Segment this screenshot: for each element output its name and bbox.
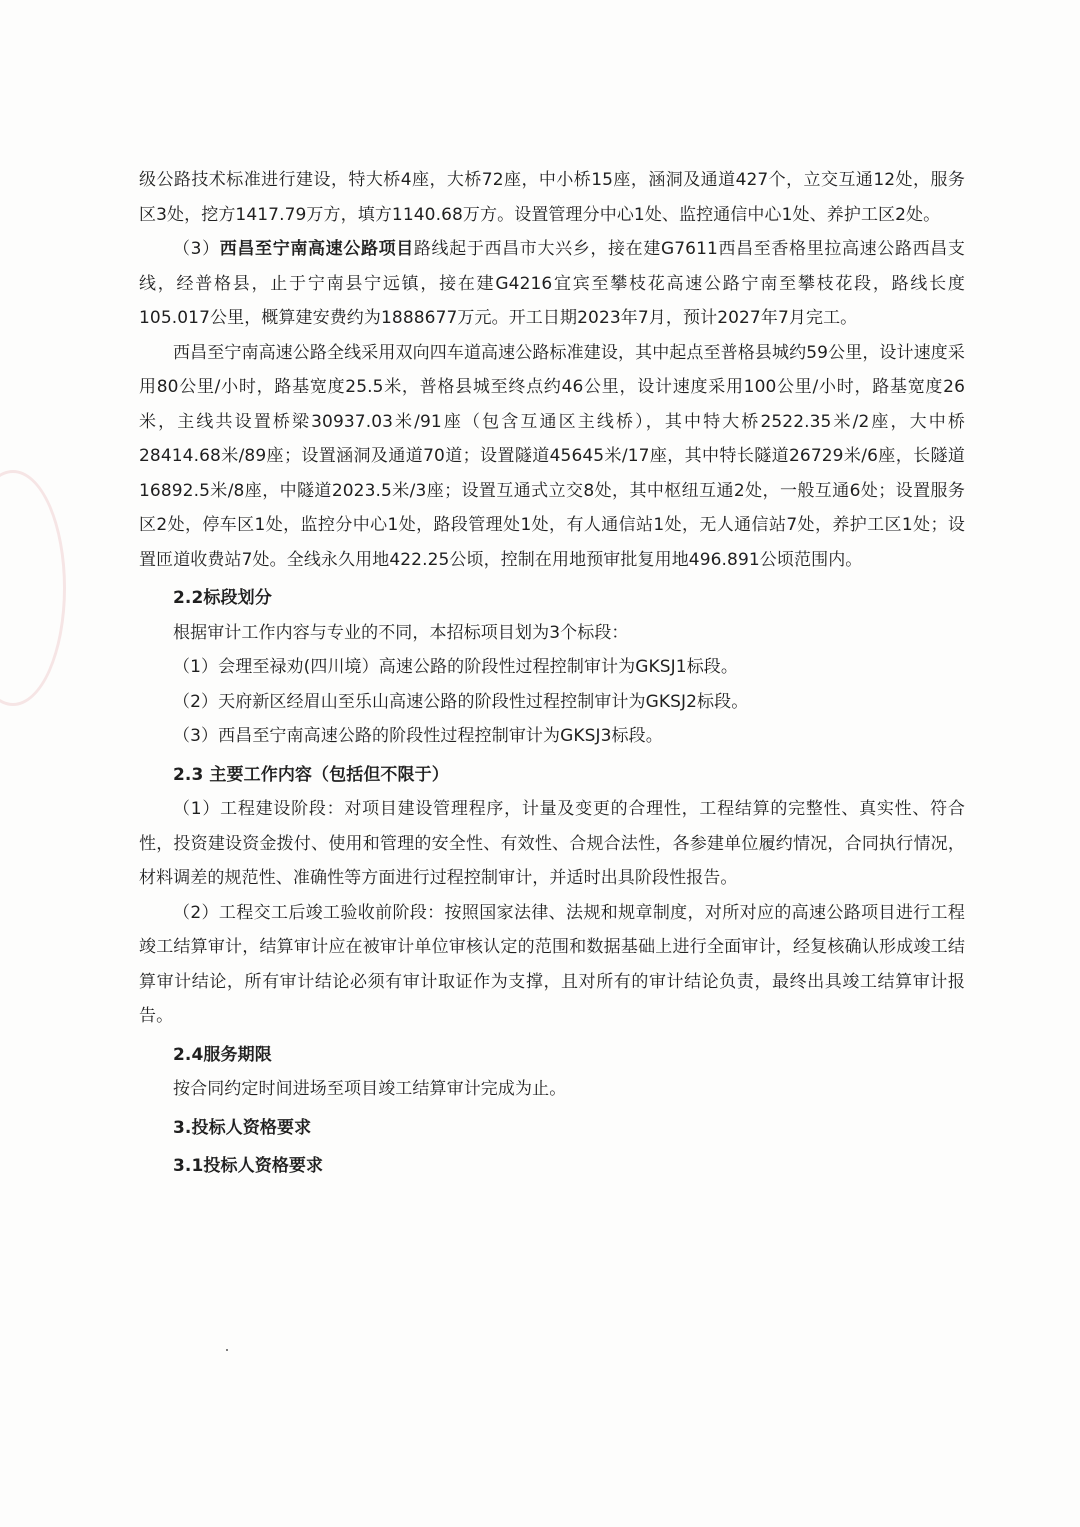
project-3-title: 西昌至宁南高速公路项目 xyxy=(219,239,414,259)
lot-item-1: （1）会理至禄劝(四川境）高速公路的阶段性过程控制审计为GKSJ1标段。 xyxy=(173,657,738,677)
item-number: （3） xyxy=(173,239,220,259)
scan-speck xyxy=(226,1349,228,1351)
section-heading-3: 3.投标人资格要求 xyxy=(173,1117,312,1138)
document-body xyxy=(139,163,965,1184)
project-3-description: 路线起于西昌市大兴乡，接在建G7611西昌至香格里拉高速公路西昌支线，经普格县，止于宁南县宁远镇，接在建G4216宜宾至攀枝花高速公路宁南至攀枝花段，路线长度105.017公里，概算建安费约为1888677万元。开工日期2023年7月，预计2027年7月完工。 xyxy=(139,239,965,328)
service-period-text: 按合同约定时间进场至项目竣工结算审计完成为止。 xyxy=(173,1079,567,1099)
section-2-2-intro: 根据审计工作内容与专业的不同，本招标项目划为3个标段： xyxy=(173,622,629,643)
work-item-2: （2）工程交工后竣工验收前阶段：按照国家法律、法规和规章制度，对所对应的高速公路项目进行工程竣工结算审计，结算审计应在被审计单位审核认定的范围和数据基础上进行全面审计，经复核确认形成竣工结算审计结论，所有审计结论必须有审计取证作为支撑，且对所有的审计结论负责，最终出具竣工结算审计报告。 xyxy=(139,902,965,1026)
section-heading-2-3: 2.3 主要工作内容（包括但不限于） xyxy=(173,764,449,785)
lot-item-2: （2）天府新区经眉山至乐山高速公路的阶段性过程控制审计为GKSJ2标段。 xyxy=(173,691,749,712)
paragraph-project-2-tail: 级公路技术标准进行建设，特大桥4座，大桥72座，中小桥15座，涵洞及通道427个，立交互通12处，服务区3处，挖方1417.79万方，填方1140.68万方。设置管理分中心1处、监控通信中心1处、养护工区2处。 xyxy=(139,170,965,225)
section-heading-3-1: 3.1投标人资格要求 xyxy=(173,1156,324,1176)
paragraph-project-3 xyxy=(139,232,965,336)
lot-item-3: （3）西昌至宁南高速公路的阶段性过程控制审计为GKSJ3标段。 xyxy=(173,726,663,746)
section-heading-2-2: 2.2标段划分 xyxy=(173,588,272,608)
section-heading-2-4: 2.4服务期限 xyxy=(173,1044,272,1065)
seal-stamp-fragment xyxy=(0,470,66,706)
work-item-1: （1）工程建设阶段：对项目建设管理程序，计量及变更的合理性，工程结算的完整性、真实性、符合性，投资建设资金拨付、使用和管理的安全性、有效性、合规合法性，各参建单位履约情况，合同执行情况，材料调差的规范性、准确性等方面进行过程控制审计，并适时出具阶段性报告。 xyxy=(139,799,965,888)
paragraph-project-3-details: 西昌至宁南高速公路全线采用双向四车道高速公路标准建设，其中起点至普格县城约59公里，设计速度采用80公里/小时，路基宽度25.5米，普格县城至终点约46公里，设计速度采用100公里/小时，路基宽度26米，主线共设置桥梁30937.03米/91座（包含互通区主线桥），其中特大桥2522.35米/2座，大中桥28414.68米/89座；设置涵洞及通道70道；设置隧道45645米/17座，其中特长隧道26729米/6座，长隧道16892.5米/8座，中隧道2023.5米/3座；设置互通式立交8处，其中枢纽互通2处，一般互通6处；设置服务区2处，停车区1处，监控分中心1处，路段管理处1处，有人通信站1处，无人通信站7处，养护工区1处；设置匝道收费站7处。全线永久用地422.25公顷，控制在用地预审批复用地496.891公顷范围内。 xyxy=(139,342,965,570)
